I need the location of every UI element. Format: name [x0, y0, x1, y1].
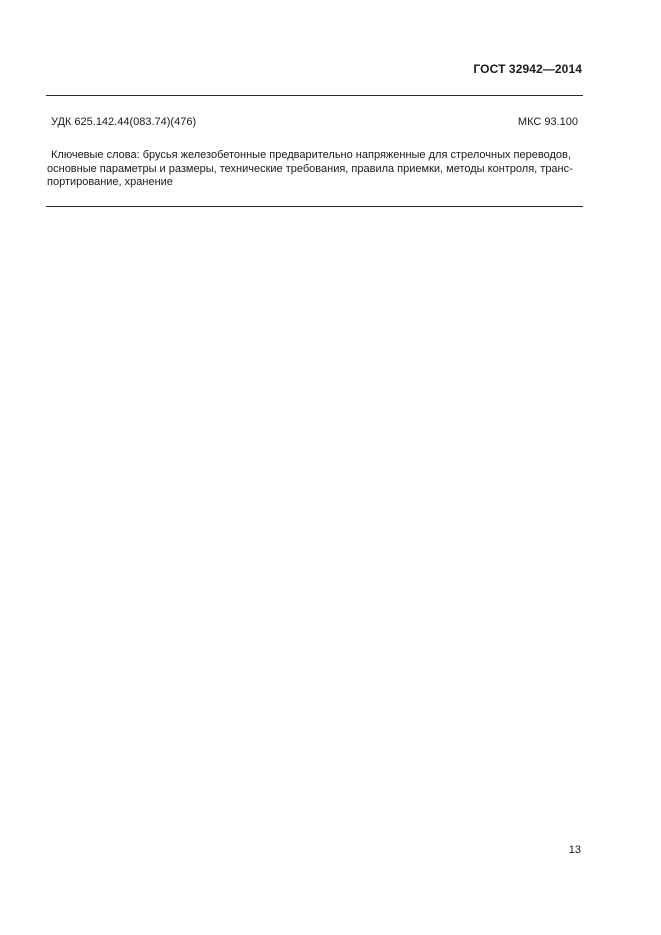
standard-code: ГОСТ 32942—2014	[473, 62, 582, 76]
keywords-line: портирование, хранение	[47, 176, 173, 188]
bottom-divider	[46, 206, 583, 207]
top-divider	[46, 95, 583, 96]
keywords-block	[47, 149, 583, 190]
keywords-line: основные параметры и размеры, технические требования, правила приемки, методы контроля, транс-	[47, 162, 573, 175]
page-number: 13	[568, 844, 581, 856]
udk-code: УДК 625.142.44(083.74)(476)	[51, 116, 197, 128]
keywords-line: Ключевые слова: брусья железобетонные предварительно напряженные для стрелочных переводов,	[51, 149, 571, 161]
mks-code: МКС 93.100	[517, 116, 578, 128]
